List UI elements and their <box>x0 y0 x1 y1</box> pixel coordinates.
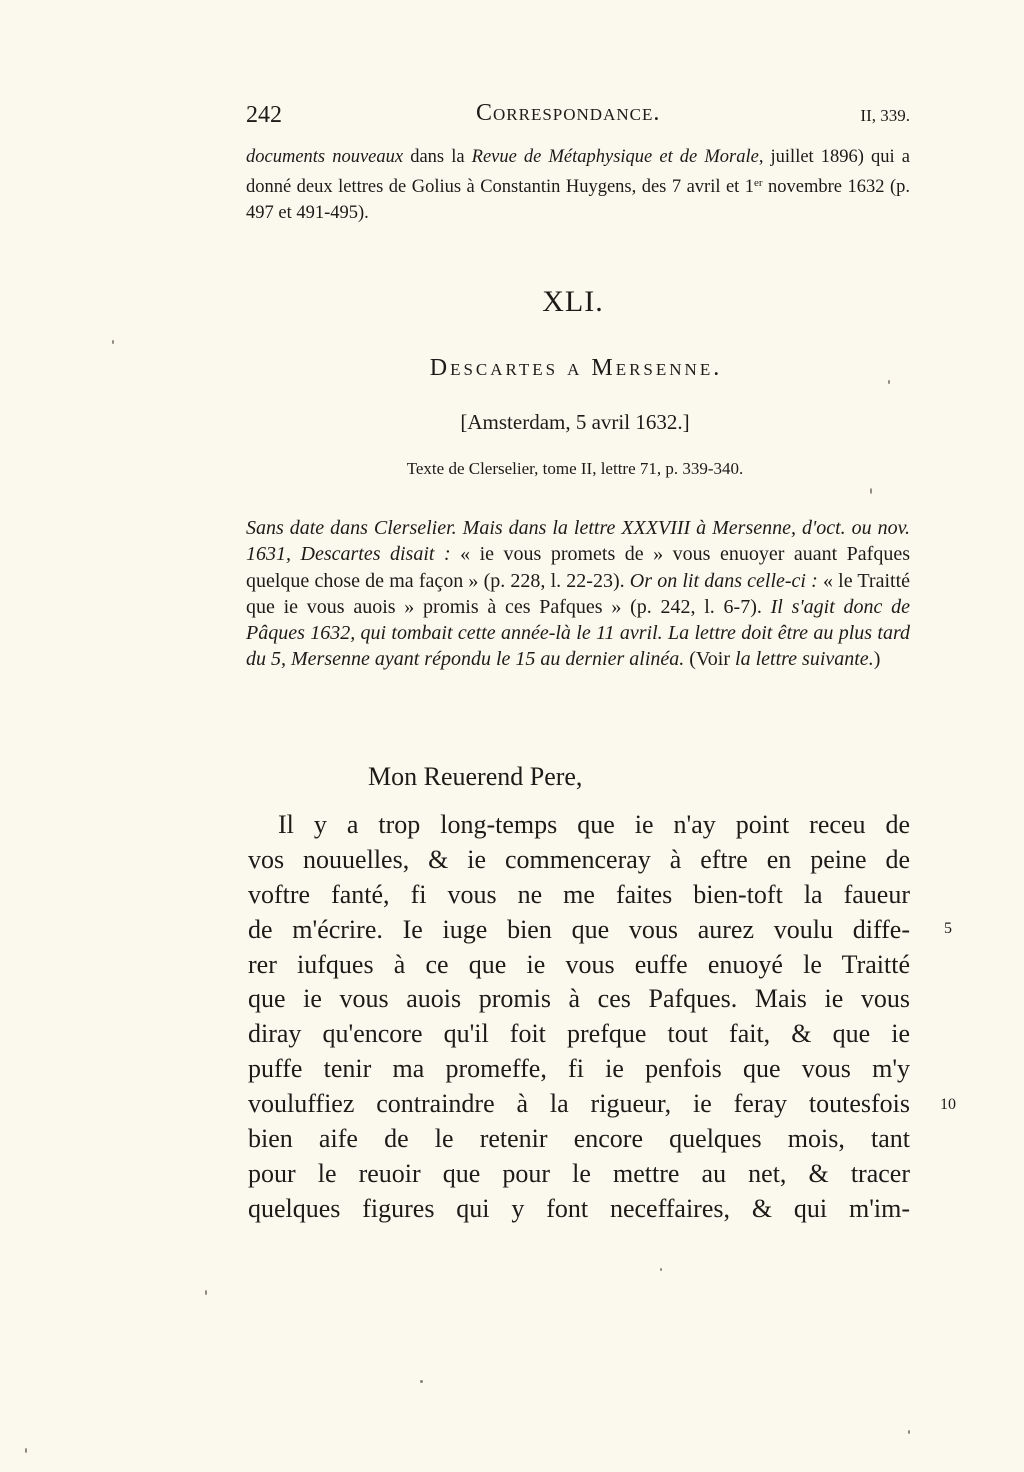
editor-italic-2: Or on lit dans celle-ci : <box>629 569 818 592</box>
line-number-10: 10 <box>940 1096 956 1113</box>
letter-body <box>248 808 910 1227</box>
body-line: vos nouuelles, & ie commenceray à eftre en peine de <box>248 844 910 874</box>
letter-source: Texte de Clerselier, tome II, lettre 71, p. 339-340. <box>406 459 744 478</box>
body-line: que ie vous auois promis à ces Pafques. Mais ie vous <box>248 984 910 1014</box>
running-title: Correspondance. <box>476 100 661 126</box>
note-italic-1: documents nouveaux <box>246 147 404 167</box>
body-line: diray qu'encore qu'il foit prefque tout fait, & que ie <box>248 1019 910 1049</box>
note-text-2: , juillet 1896) qui a donné deux lettres de Golius à Constantin Huygens, des 7 avril et 1 <box>246 147 910 197</box>
note-text-3: novembre 1632 (p. 497 et 491-495). <box>246 177 910 223</box>
editor-text-1: « ie vous promets de » vous enuoyer auant Pafques quelque chose de ma façon » (p. 228, l. 22-23). <box>246 543 911 592</box>
note-text-1: dans la <box>403 147 472 167</box>
editor-text-4: ) <box>873 648 881 671</box>
volume-reference: II, 339. <box>860 106 910 125</box>
letter-title: Descartes a Mersenne. <box>429 355 723 381</box>
continued-note <box>246 144 910 226</box>
running-header <box>246 100 910 134</box>
line-number-5: 5 <box>944 920 952 937</box>
body-line: bien aife de le retenir encore quelques mois, tant <box>248 1124 910 1154</box>
body-line: pour le reuoir que pour le mettre au net, & tracer <box>248 1158 910 1188</box>
editor-text-2: « le Traitté que ie vous auois » promis à ces Pafques » (p. 242, l. 6-7). <box>246 569 911 618</box>
body-line: quelques figures qui y font neceffaires, & qui m'im- <box>248 1193 910 1223</box>
note-italic-2: Revue de Métaphysique et de Morale <box>471 147 759 167</box>
letter-number: XLI. <box>542 285 604 318</box>
body-line: de m'écrire. Ie iuge bien que vous aurez voulu diffe- <box>248 914 910 944</box>
note-superscript: er <box>754 177 763 189</box>
editor-italic-3: Il s'agit donc de Pâques 1632, qui tombait cette année-là le 11 avril. La lettre doit être au plus tard du 5, Mersenne ayant répondu le 15 au dernier alinéa. <box>246 595 910 671</box>
editor-note <box>246 515 910 673</box>
salutation: Mon Reuerend Pere, <box>368 762 583 791</box>
page-number: 242 <box>246 102 282 128</box>
body-line: puffe tenir ma promeffe, fi ie penfois que vous m'y <box>248 1054 910 1084</box>
letter-date: [Amsterdam, 5 avril 1632.] <box>460 410 690 434</box>
body-line: rer iufques à ce que ie vous euffe enuoyé le Traitté <box>248 949 910 979</box>
body-line: Il y a trop long-temps que ie n'ay point receu de <box>278 810 910 839</box>
body-line: voftre fanté, fi vous ne me faites bien-toft la faueur <box>248 879 910 909</box>
body-line: vouluffiez contraindre à la rigueur, ie feray toutesfois <box>248 1089 910 1119</box>
editor-italic-4: la lettre suivante. <box>735 648 874 671</box>
editor-italic-1: Sans date dans Clerselier. Mais dans la lettre XXXVIII à Mersenne, d'oct. ou nov. 1631, Descartes disait : <box>246 517 910 566</box>
editor-text-3: (Voir <box>684 648 736 671</box>
